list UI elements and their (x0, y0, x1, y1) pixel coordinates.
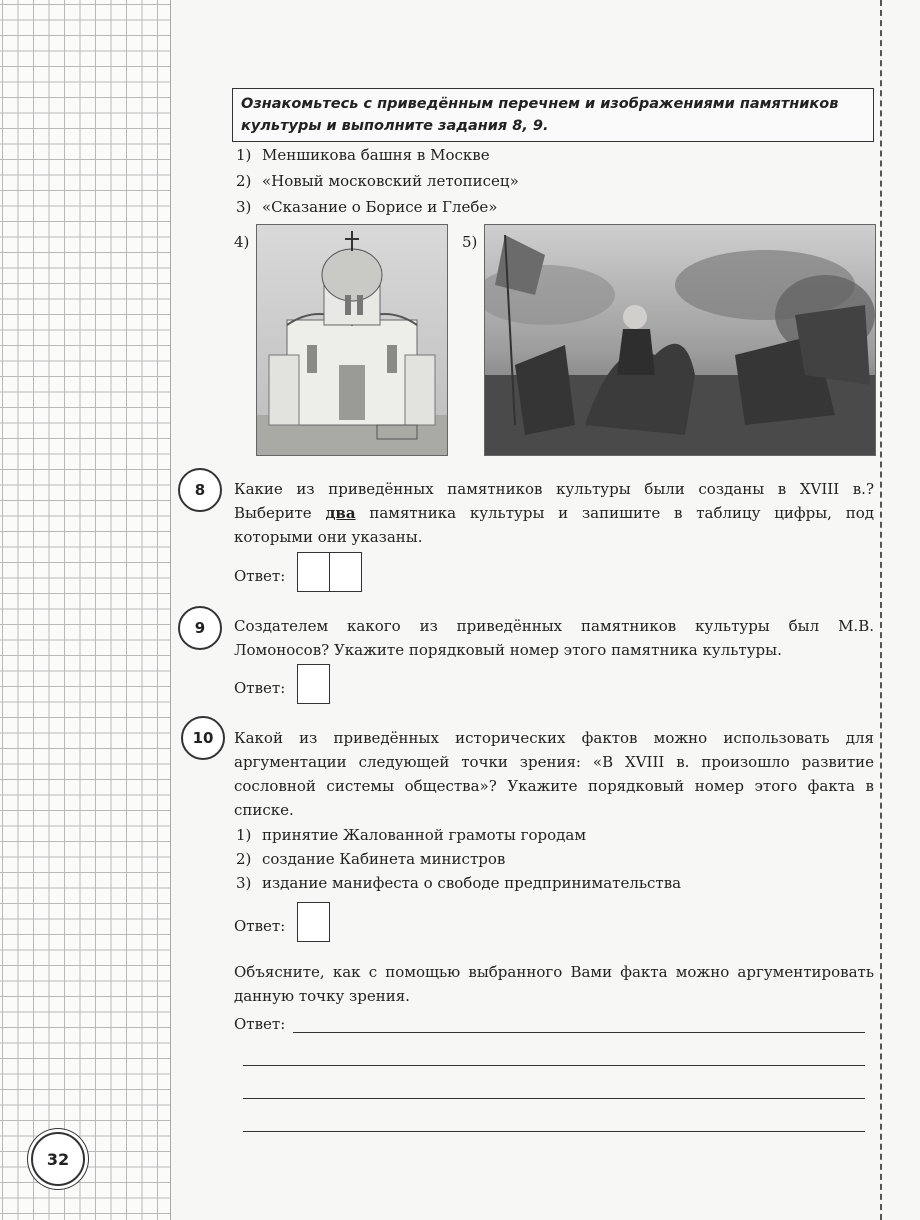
fact-num: 1) (236, 826, 252, 844)
answer-line-1[interactable] (293, 1032, 865, 1033)
question-8-number: 8 (178, 468, 222, 512)
fact-text: создание Кабинета министров (262, 850, 506, 868)
battle-image (484, 224, 876, 456)
page-number: 32 (31, 1132, 85, 1186)
answer-line-3[interactable] (243, 1098, 865, 1099)
cut-line (880, 0, 882, 1220)
q10-answer-label: Ответ: (234, 917, 286, 935)
instruction-box: Ознакомьтесь с приведённым перечнем и изображениями памятников культуры и выполните задания 8, 9. (232, 88, 874, 142)
question-10-text: Какой из приведённых исторических фактов можно использовать для аргументации следующей точки зрения: «В XVIII в. произошло развитие сословной системы общества»? Укажите порядковый номер этого факта в списке. (234, 729, 874, 819)
answer-line-4[interactable] (243, 1131, 865, 1132)
church-image (256, 224, 448, 456)
q8-text-after: памятника культуры и запишите в таблицу цифры, под которыми они указаны. (234, 504, 874, 546)
q8-answer-cell-2[interactable] (329, 552, 362, 592)
grid-margin (0, 0, 171, 1220)
image-5-label: 5) (462, 233, 478, 251)
monument-item-3 (236, 198, 497, 216)
monument-num: 1) (236, 146, 252, 164)
q8-answer-label: Ответ: (234, 567, 286, 585)
monument-item-1 (236, 146, 490, 164)
q10-explain-text: Объясните, как с помощью выбранного Вами факта можно аргументировать данную точку зрения. (234, 963, 874, 1005)
q9-answer-label: Ответ: (234, 679, 286, 697)
church-illustration (257, 225, 447, 455)
monument-text: «Новый московский летописец» (262, 172, 519, 190)
fact-num: 3) (236, 874, 252, 892)
fact-text: принятие Жалованной грамоты городам (262, 826, 587, 844)
question-9-number: 9 (178, 606, 222, 650)
fact-text: издание манифеста о свободе предпринимательства (262, 874, 682, 892)
monument-text: «Сказание о Борисе и Глебе» (262, 198, 498, 216)
question-9-text: Создателем какого из приведённых памятников культуры был М.В. Ломоносов? Укажите порядковый номер этого памятника культуры. (234, 617, 874, 659)
monument-item-2 (236, 172, 519, 190)
question-8-text (234, 477, 874, 549)
answer-line-2[interactable] (243, 1065, 865, 1066)
fact-item-1 (236, 826, 586, 844)
fact-item-2 (236, 850, 505, 868)
q10-explain-answer-label: Ответ: (234, 1015, 286, 1033)
q9-answer-cell[interactable] (297, 664, 330, 704)
fact-num: 2) (236, 850, 252, 868)
battle-illustration (485, 225, 875, 455)
monument-num: 3) (236, 198, 252, 216)
q8-answer-cell-1[interactable] (297, 552, 330, 592)
monument-num: 2) (236, 172, 252, 190)
q10-answer-cell[interactable] (297, 902, 330, 942)
q8-emphasis: два (325, 504, 356, 522)
image-4-label: 4) (234, 233, 250, 251)
q8-text-before: Какие из приведённых памятников культуры были созданы в XVIII в.? Выберите (234, 480, 874, 522)
fact-item-3 (236, 874, 681, 892)
question-10-number: 10 (181, 716, 225, 760)
monument-text: Меншикова башня в Москве (262, 146, 490, 164)
